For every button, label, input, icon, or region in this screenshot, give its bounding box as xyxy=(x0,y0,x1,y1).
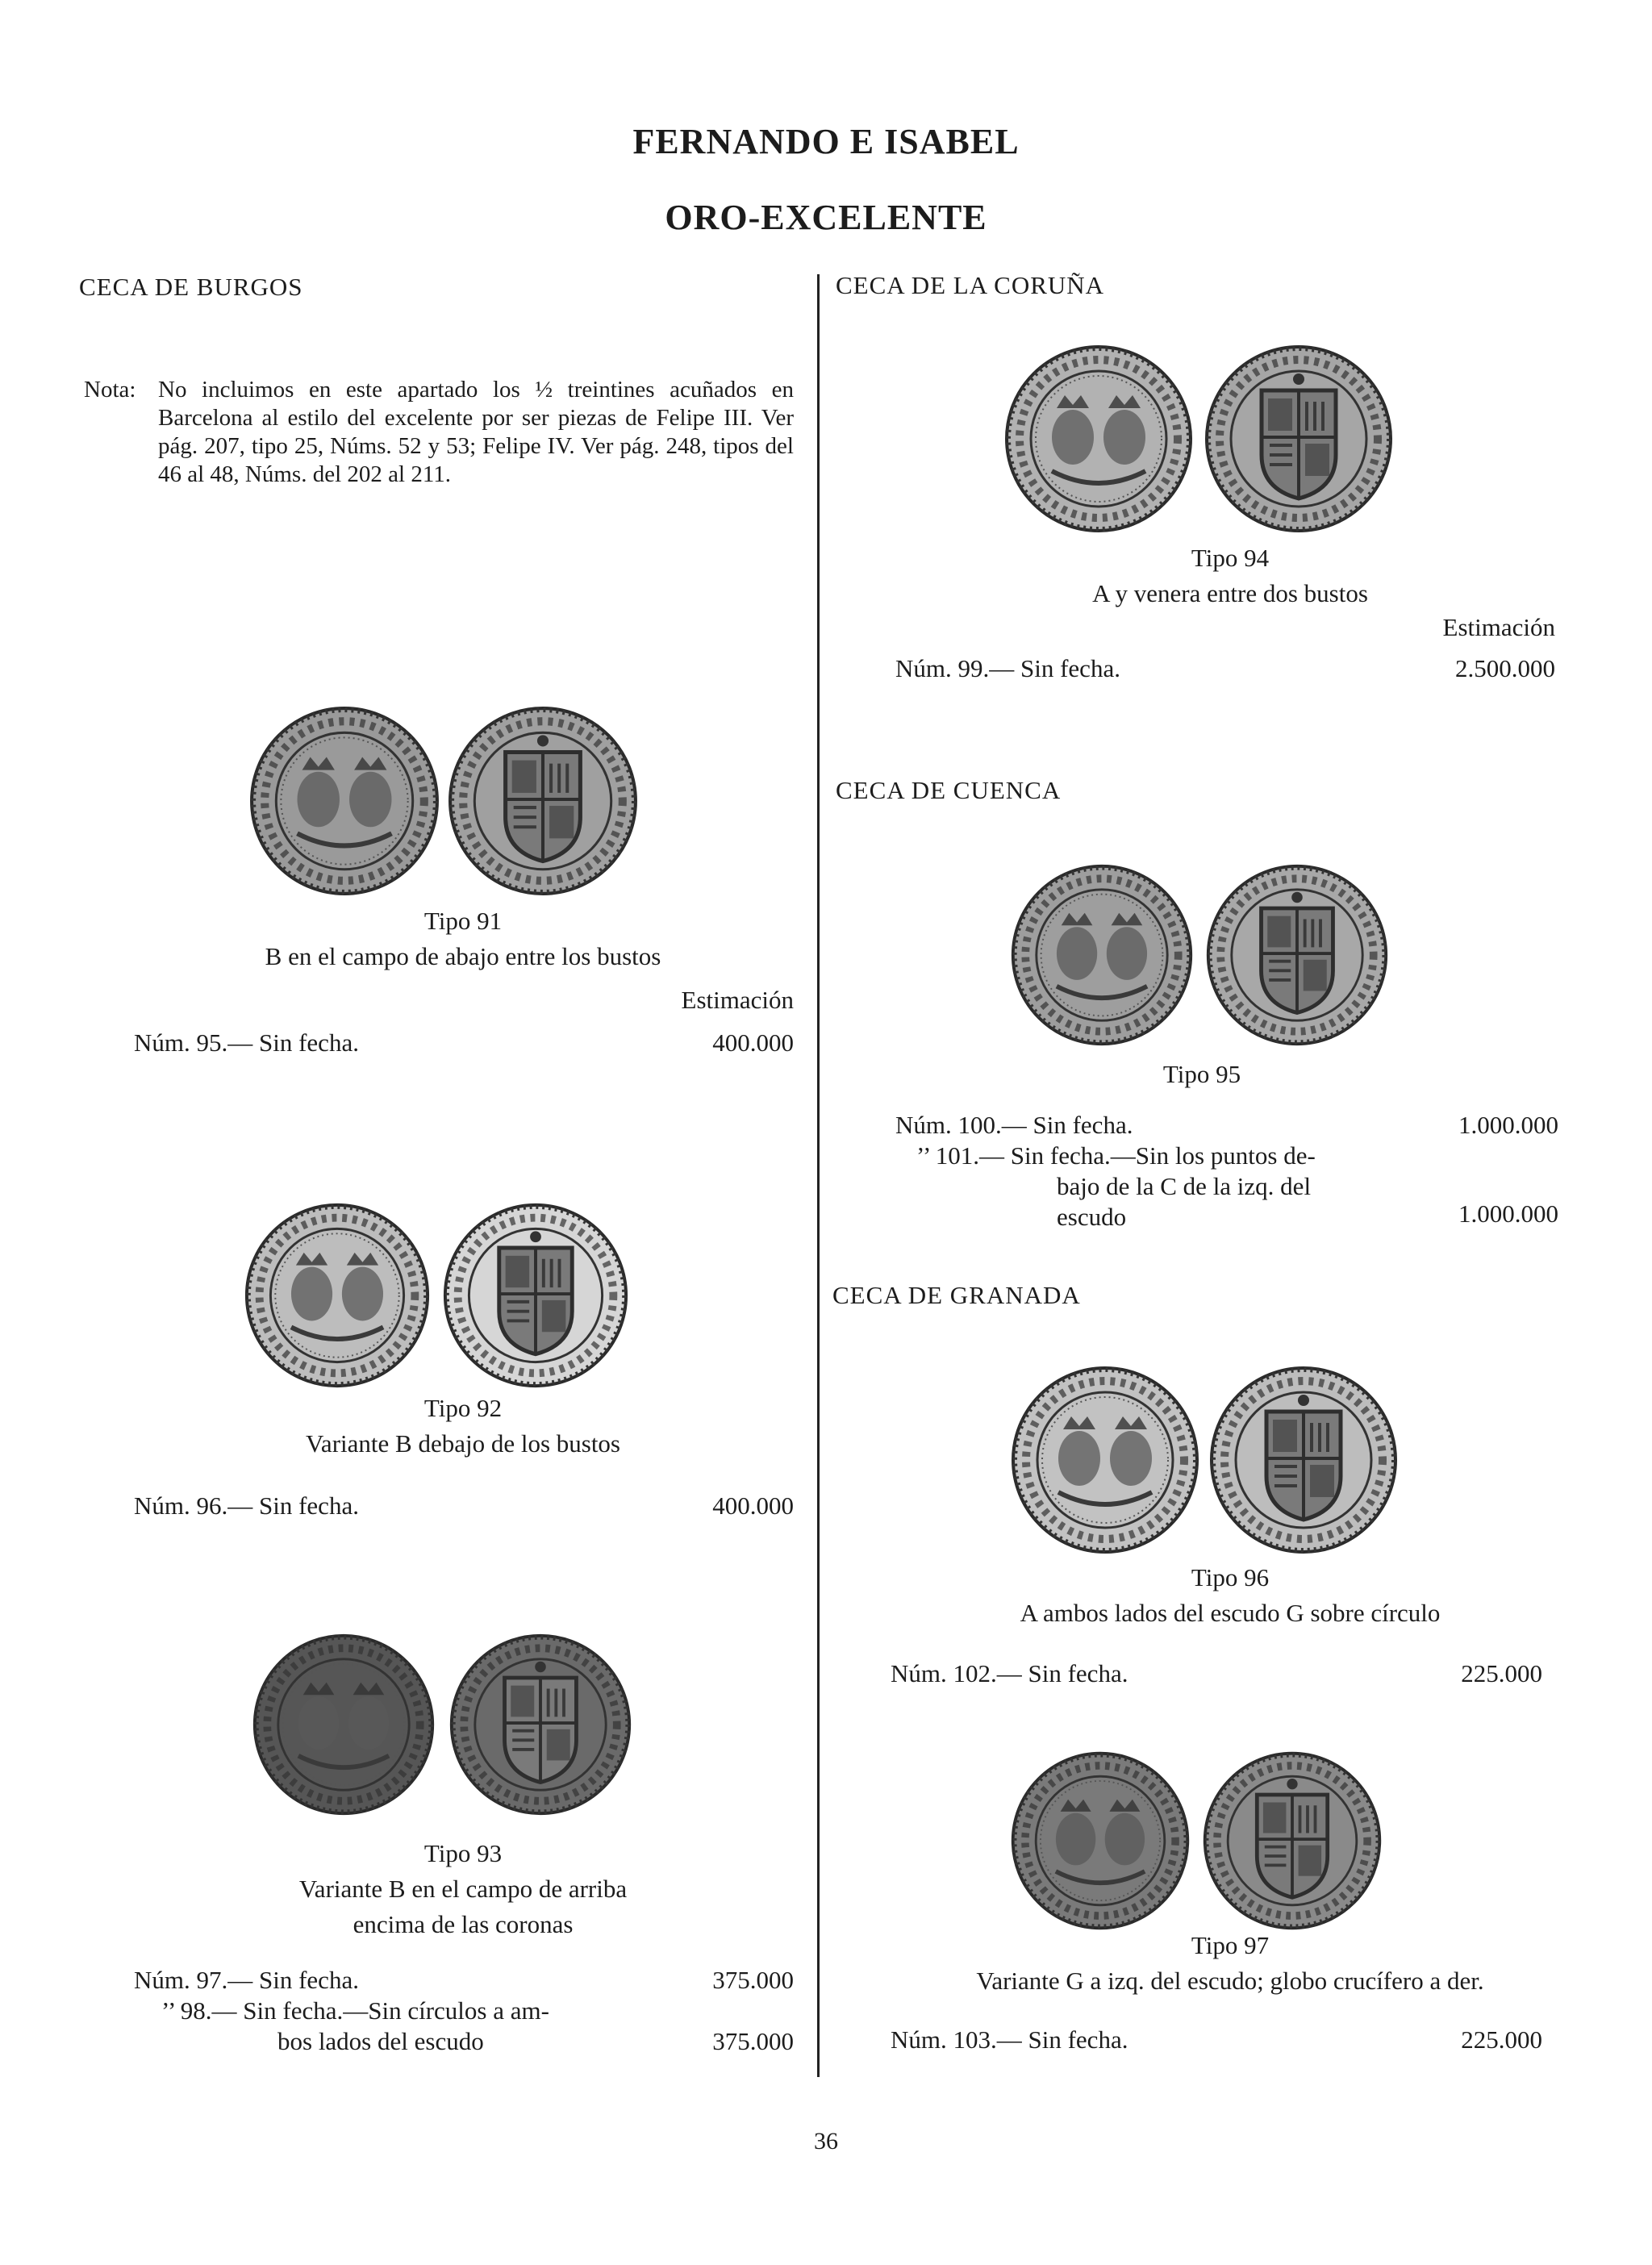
tipo-93-caption xyxy=(129,1836,797,1942)
catalog-entry: Núm. 103.— Sin fecha. xyxy=(891,2025,1128,2054)
ruler-title: FERNANDO E ISABEL xyxy=(632,122,1020,161)
tipo-label: Tipo 92 xyxy=(423,1394,503,1422)
coin-reverse-icon xyxy=(1204,861,1391,1049)
entry-value: 2.500.000 xyxy=(1455,654,1555,682)
catalog-entry: Núm. 95.— Sin fecha. xyxy=(134,1028,359,1057)
tipo-description: A y venera entre dos bustos xyxy=(1092,579,1368,607)
mint-heading-cuenca: CECA DE CUENCA xyxy=(836,776,1062,804)
tipo-label: Tipo 94 xyxy=(1191,544,1270,572)
editorial-note xyxy=(84,376,794,489)
denomination-title: ORO-EXCELENTE xyxy=(665,198,987,237)
tipo-label: Tipo 96 xyxy=(1191,1563,1270,1591)
coin-reverse-icon xyxy=(1200,1749,1384,1933)
catalog-entry: Núm. 96.— Sin fecha. xyxy=(134,1491,359,1520)
coin-reverse-icon xyxy=(1202,342,1395,536)
page-number: 36 xyxy=(814,2128,838,2154)
catalog-entry-continuation: bos lados del escudo xyxy=(277,2027,484,2055)
tipo-91-caption xyxy=(129,903,797,974)
catalog-entry: Núm. 100.— Sin fecha. xyxy=(895,1111,1133,1139)
entry-value: 375.000 xyxy=(712,1966,794,1994)
coin-obverse-icon xyxy=(1008,861,1195,1049)
coin-reverse-icon xyxy=(440,1200,631,1391)
note-label: Nota: xyxy=(84,377,136,403)
coin-reverse-icon xyxy=(447,1631,634,1818)
coin-obverse-icon xyxy=(1008,1749,1192,1933)
tipo-92-caption xyxy=(129,1391,797,1462)
entry-value: 1.000.000 xyxy=(1458,1199,1558,1228)
mint-heading-la-coruna: CECA DE LA CORUÑA xyxy=(836,271,1105,299)
catalog-entry: ’’ 101.— Sin fecha.—Sin los puntos de- xyxy=(916,1141,1316,1170)
entry-value: 225.000 xyxy=(1461,1659,1542,1687)
coin-obverse-icon xyxy=(247,703,442,899)
mint-heading-burgos: CECA DE BURGOS xyxy=(79,273,303,301)
coin-obverse-icon xyxy=(250,1631,437,1818)
coin-obverse-icon xyxy=(1008,1363,1202,1557)
tipo-95-caption xyxy=(831,1057,1573,1092)
catalog-entry-continuation: bajo de la C de la izq. del xyxy=(1057,1172,1312,1200)
tipo-94-caption xyxy=(831,540,1629,611)
catalog-entry: Núm. 97.— Sin fecha. xyxy=(134,1966,359,1994)
entry-value: 225.000 xyxy=(1461,2025,1542,2054)
tipo-97-caption xyxy=(831,1928,1629,1999)
coin-reverse-icon xyxy=(1207,1363,1400,1557)
estimation-header: Estimación xyxy=(681,986,794,1014)
column-divider xyxy=(817,274,820,2077)
entry-value: 1.000.000 xyxy=(1458,1111,1558,1139)
tipo-description: Variante B debajo de los bustos xyxy=(305,1429,620,1458)
estimation-header: Estimación xyxy=(1442,613,1555,641)
entry-value: 400.000 xyxy=(712,1028,794,1057)
tipo-description: A ambos lados del escudo G sobre círculo xyxy=(1020,1599,1441,1627)
catalog-entry: ’’ 98.— Sin fecha.—Sin círculos a am- xyxy=(161,1996,549,2025)
tipo-label: Tipo 91 xyxy=(423,907,503,935)
catalog-entry-continuation: escudo xyxy=(1057,1203,1127,1231)
entry-value: 375.000 xyxy=(712,2027,794,2055)
tipo-description: B en el campo de abajo entre los bustos xyxy=(265,942,661,970)
catalog-entry: Núm. 99.— Sin fecha. xyxy=(895,654,1120,682)
coin-reverse-icon xyxy=(445,703,640,899)
mint-heading-granada: CECA DE GRANADA xyxy=(832,1281,1081,1309)
tipo-96-caption xyxy=(831,1560,1629,1631)
coin-obverse-icon xyxy=(242,1200,432,1391)
tipo-description: encima de las coronas xyxy=(353,1910,574,1938)
coin-obverse-icon xyxy=(1002,342,1195,536)
entry-value: 400.000 xyxy=(712,1491,794,1520)
tipo-description: Variante B en el campo de arriba xyxy=(298,1875,628,1903)
tipo-description: Variante G a izq. del escudo; globo crucífero a der. xyxy=(976,1967,1484,1995)
note-text: No incluimos en este apartado los ½ treintines acuñados en Barcelona al estilo del excelente por ser piezas de Felipe III. Ver pág. 207, tipo 25, Núms. 52 y 53; Felipe IV. Ver pág. 248, tipos del 46 al 48, Núms. del 202 al 211. xyxy=(158,377,794,487)
tipo-label: Tipo 97 xyxy=(1191,1931,1270,1959)
tipo-label: Tipo 95 xyxy=(1162,1060,1241,1088)
catalog-entry: Núm. 102.— Sin fecha. xyxy=(891,1659,1128,1687)
tipo-label: Tipo 93 xyxy=(423,1839,503,1867)
